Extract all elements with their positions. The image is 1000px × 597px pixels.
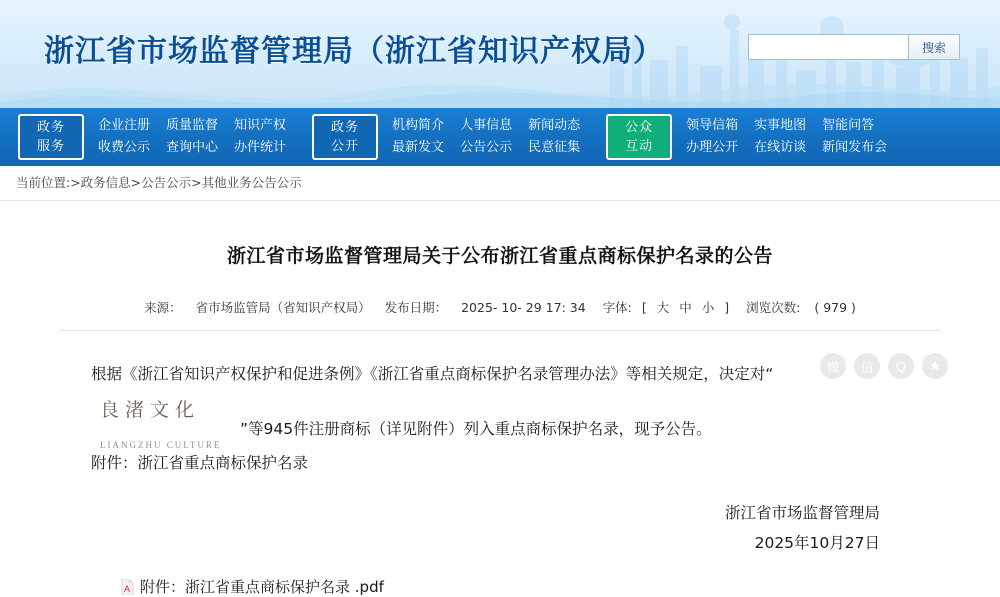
- article-meta: [60, 298, 940, 331]
- nav-badge-line1: 政务: [331, 120, 360, 135]
- article-container: [0, 241, 1000, 597]
- meta-views-value: ( 979 ): [814, 299, 856, 315]
- attachment-link[interactable]: 浙江省重点商标保护名录 .pdf: [185, 578, 384, 596]
- search-box[interactable]: [748, 34, 960, 60]
- page-title: 浙江省市场监督管理局关于公布浙江省重点商标保护名录的公告: [226, 245, 773, 267]
- nav-link-smart-qa[interactable]: 智能问答: [822, 118, 875, 133]
- search-button[interactable]: 搜索: [908, 34, 960, 60]
- site-title: 浙江省市场监督管理局（浙江省知识产权局）: [44, 34, 664, 69]
- font-size-large[interactable]: 大: [656, 300, 670, 315]
- font-size-label: 字体:: [602, 300, 632, 315]
- meta-views-label: 浏览次数:: [746, 300, 801, 315]
- nav-badge-line2: 互动: [625, 139, 654, 154]
- nav-link-handling-disclosure[interactable]: 办理公开: [686, 140, 739, 155]
- nav-link-enterprise-registration[interactable]: 企业注册: [98, 118, 151, 133]
- nav-badge-public-interaction[interactable]: [606, 114, 672, 160]
- trademark-logo-cn: 良渚文化: [100, 399, 201, 421]
- pdf-icon: [120, 579, 134, 595]
- signature-date: 2025年10月27日: [754, 534, 880, 552]
- nav-badge-line2: 服务: [36, 139, 65, 154]
- nav-link-case-statistics[interactable]: 办件统计: [234, 140, 287, 155]
- nav-link-press-conference[interactable]: 新闻发布会: [822, 140, 888, 155]
- font-size-bracket-close: ]: [724, 300, 730, 315]
- search-input[interactable]: [748, 34, 908, 60]
- meta-date-value: 2025- 10- 29 17: 34: [461, 299, 586, 315]
- nav-badge-line2: 公开: [331, 139, 360, 154]
- nav-link-leader-mailbox[interactable]: 领导信箱: [686, 118, 739, 133]
- nav-link-announcements[interactable]: 公告公示: [460, 140, 513, 155]
- nav-link-quality-supervision[interactable]: 质量监督: [166, 118, 219, 133]
- nav-link-org-intro[interactable]: 机构简介: [392, 118, 445, 133]
- qzone-icon[interactable]: Q: [888, 353, 914, 379]
- svg-text:A: A: [123, 583, 131, 594]
- site-header: [0, 0, 1000, 108]
- nav-link-fee-disclosure[interactable]: 收费公示: [98, 140, 151, 155]
- article-body: [60, 357, 940, 480]
- nav-badge-government-service[interactable]: [18, 114, 84, 160]
- trademark-logo-en: LIANGZHU CULTURE: [100, 440, 222, 450]
- nav-group-service: [98, 116, 286, 158]
- cloud-wave-decoration-icon: [0, 66, 1000, 108]
- font-size-medium[interactable]: 中: [679, 300, 692, 315]
- article-paragraph-1: 根据《浙江省知识产权保护和促进条例》《浙江省重点商标保护名录管理办法》等相关规定，决定对“: [91, 365, 774, 383]
- font-size-small[interactable]: 小: [701, 300, 715, 315]
- nav-group-interaction: [686, 116, 887, 158]
- article-paragraph-1-continued: ”等945件注册商标（详见附件）列入重点商标保护名录，现予公告。: [240, 420, 712, 438]
- wechat-icon[interactable]: 信: [854, 353, 880, 379]
- signature-organization: 浙江省市场监督管理局: [724, 504, 880, 522]
- article-signature: [60, 498, 940, 558]
- meta-source-value: 省市场监管局（省知识产权局）: [195, 300, 371, 315]
- nav-link-personnel-info[interactable]: 人事信息: [460, 118, 513, 133]
- nav-link-online-interview[interactable]: 在线访谈: [754, 140, 807, 155]
- weibo-icon[interactable]: 微: [820, 353, 846, 379]
- main-navigation: [0, 108, 1000, 166]
- nav-link-latest-documents[interactable]: 最新发文: [392, 140, 445, 155]
- breadcrumb[interactable]: 当前位置:>政务信息>公告公示>其他业务公告公示: [0, 166, 1000, 201]
- nav-link-intellectual-property[interactable]: 知识产权: [234, 118, 287, 133]
- nav-badge-government-disclosure[interactable]: [312, 114, 378, 160]
- nav-link-practical-map[interactable]: 实事地图: [754, 118, 807, 133]
- star-icon[interactable]: ★: [922, 353, 948, 379]
- nav-group-disclosure: [392, 116, 580, 158]
- nav-link-query-center[interactable]: 查询中心: [166, 140, 219, 155]
- attachment-row[interactable]: [60, 576, 940, 597]
- font-size-bracket-open: [: [641, 300, 647, 315]
- article-paragraph-2: 附件：浙江省重点商标保护名录: [91, 454, 309, 472]
- share-icon-group: [820, 353, 948, 379]
- nav-badge-line1: 政务: [36, 120, 65, 135]
- nav-link-public-opinion[interactable]: 民意征集: [528, 140, 581, 155]
- meta-date-label: 发布日期：: [384, 300, 448, 315]
- nav-badge-line1: 公众: [625, 120, 654, 135]
- nav-link-news[interactable]: 新闻动态: [528, 118, 581, 133]
- font-size-control: [600, 298, 732, 316]
- meta-source-label: 来源：: [144, 300, 182, 315]
- attachment-prefix: 附件：: [140, 578, 186, 596]
